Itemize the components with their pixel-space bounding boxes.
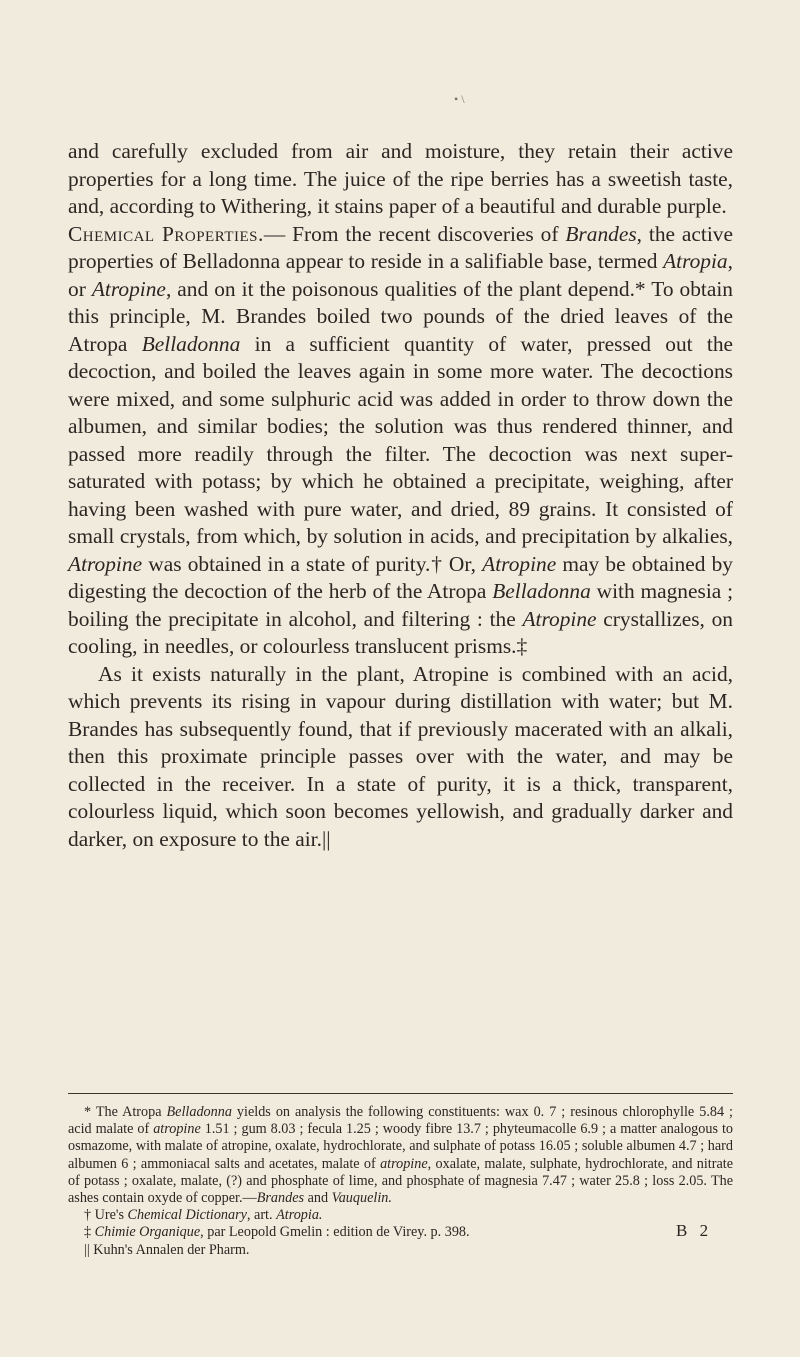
top-mark: • \ xyxy=(454,92,465,106)
footnote-rule xyxy=(68,1093,733,1094)
italic-text: Belladonna xyxy=(492,579,591,603)
text-run: with magnesia ; boiling the precipitate in alcohol, and filtering : the xyxy=(68,579,734,631)
italic-text: Brandes xyxy=(565,221,637,246)
italic-text: Atropine xyxy=(522,606,597,631)
text-run: As it exists naturally in the plant, Atropine is combined with an acid, which prevents its rising in vapour during distillation with water; but M. Brandes has subsequently found, that if previously macerated with an alkali, then this proximate principle passes over with the water, and may be collected in the receiver. In a state of purity, it is a thick, transparent, colourless liquid, which soon becomes yellowish, and gradually darker and darker, on exposure to the air.|| xyxy=(68,661,733,851)
text-run: crystallizes, on cooling, in needles, or colourless translucent prisms.‡ xyxy=(68,606,733,658)
italic-text: Atropia xyxy=(663,249,728,273)
italic-text: Brandes xyxy=(256,1190,305,1207)
text-run: || Kuhn's Annalen der Pharm. xyxy=(84,1241,250,1258)
paragraph xyxy=(68,661,733,854)
text-run: , par Leopold Gmelin : edition de Virey. p. 398. xyxy=(200,1224,470,1241)
text-run: was obtained in a state of purity.† Or, xyxy=(142,551,483,576)
footnote xyxy=(68,1207,733,1224)
text-run: * The Atropa xyxy=(84,1104,167,1120)
italic-text: Atropine xyxy=(68,551,143,576)
signature-mark: B 2 xyxy=(676,1221,713,1240)
italic-text: Atropine xyxy=(482,551,557,576)
italic-text: Chimie Organique xyxy=(94,1224,201,1241)
text-run: , oxalate, malate, sulphate, hydrochlorate, and nitrate of potass ; oxalate, malate, (?) and phosphate of lime, and phosphate of magnesia 7.47 ; water 25.8 ; loss 2.05. The ashes contain oxyde of copper.— xyxy=(68,1155,733,1207)
text-run: † Ure's xyxy=(84,1207,128,1224)
text-run: , and on it the poisonous qualities of the plant depend.* To obtain this principle, M. Brandes boiled two pounds of the dried leaves of the Atropa xyxy=(68,276,734,356)
text-run: and xyxy=(304,1190,332,1207)
footnotes xyxy=(68,1104,733,1259)
text-run: in a sufficient quantity of water, pressed out the decoction, and boiled the leaves again in some more water. The decoctions were mixed, and some sulphuric acid was added in order to throw down the albumen, and similar bodies; the solution was thus rendered thinner, and passed more readily through the filter. The decoction was next super-saturated with potass; by which he obtained a precipitate, weighing, after having been washed with pure water, and dried, 89 grains. It consisted of small crystals, from which, by solution in acids, and precipitation by alkalies, xyxy=(68,331,734,548)
paragraph xyxy=(68,138,733,221)
footnote xyxy=(68,1104,733,1207)
footnote xyxy=(68,1224,733,1241)
footnote xyxy=(68,1242,733,1259)
italic-text: Chemical Dictionary xyxy=(127,1207,247,1224)
text-run: , or xyxy=(68,249,733,301)
italic-text: Atropia. xyxy=(276,1207,323,1224)
text-run: may be obtained by digesting the decoction of the herb of the Atropa xyxy=(68,551,733,603)
italic-text: Belladonna xyxy=(166,1104,232,1120)
italic-text: Atropine xyxy=(91,276,166,301)
text-run: and carefully excluded from air and moisture, they retain their active properties for a long time. The juice of the ripe berries has a sweetish taste, and, according to Withering, it stains paper of a beautiful and durable purple. xyxy=(68,139,733,218)
text-run: , art. xyxy=(246,1207,277,1224)
italic-text: Belladonna xyxy=(141,331,241,356)
text-run: yields on analysis the following constituents: wax 0. 7 ; resinous chlorophylle 5.84 ; acid malate of xyxy=(68,1104,733,1138)
paragraph xyxy=(68,221,733,661)
italic-text: atropine xyxy=(153,1121,201,1138)
text-run: , the active properties of Belladonna appear to reside in a salifiable base, termed xyxy=(68,221,733,273)
section-heading: Chemical Properties. xyxy=(68,221,264,246)
text-run: 1.51 ; gum 8.03 ; fecula 1.25 ; woody fibre 13.7 ; phyteumacolle 6.9 ; a matter analogous to osmazome, with malate of atropine, oxalate, hydrochlorate, and sulphate of potass 16.05 ; soluble albumen 4.7 ; hard albumen 6 ; ammoniacal salts and acetates, malate of xyxy=(68,1121,733,1172)
italic-text: Vauquelin. xyxy=(331,1190,392,1207)
text-run: — From the recent discoveries of xyxy=(263,221,566,246)
italic-text: atropine xyxy=(380,1155,428,1172)
main-text xyxy=(68,138,733,853)
text-run: ‡ xyxy=(84,1224,95,1241)
